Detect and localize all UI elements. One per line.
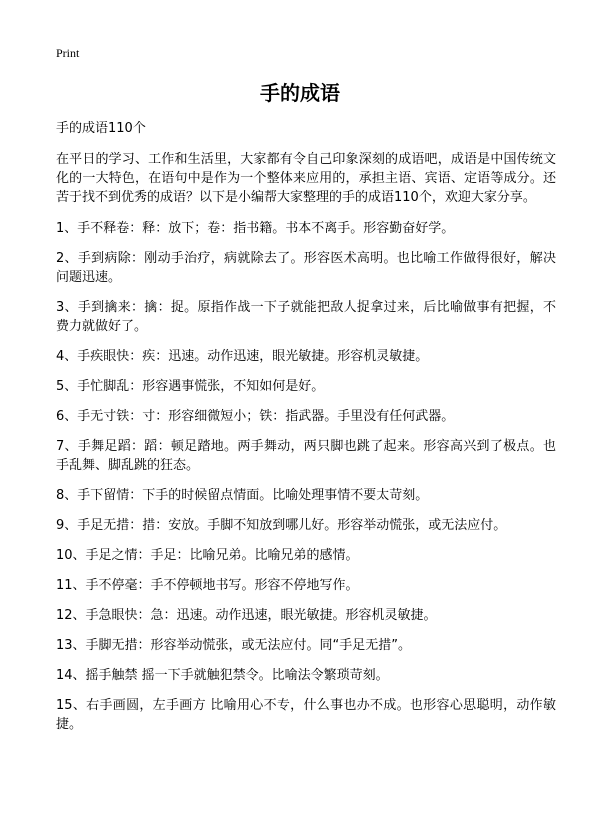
idiom-entry: 11、手不停毫：手不停顿地书写。形容不停地写作。	[56, 578, 359, 593]
idiom-entry: 4、手疾眼快：疾：迅速。动作迅速，眼光敏捷。形容机灵敏捷。	[56, 349, 429, 364]
idiom-entry: 3、手到擒来：擒：捉。原指作战一下子就能把敌人捉拿过来，后比喻做事有把握，不费力就做好了。	[56, 300, 556, 334]
document-body	[56, 150, 556, 745]
document-subtitle: 手的成语110个	[56, 121, 146, 136]
idiom-entry: 15、右手画圆，左手画方 比喻用心不专，什么事也办不成。也形容心思聪明，动作敏捷。	[56, 698, 556, 732]
idiom-entry: 13、手脚无措：形容举动慌张，或无法应付。同“手足无措”。	[56, 638, 412, 653]
idiom-entry: 12、手急眼快：急：迅速。动作迅速，眼光敏捷。形容机灵敏捷。	[56, 608, 437, 623]
idiom-entry: 14、摇手触禁 摇一下手就触犯禁令。比喻法令繁琐苛刻。	[56, 668, 389, 683]
idiom-entry: 1、手不释卷：释：放下；卷：指书籍。书本不离手。形容勤奋好学。	[56, 221, 455, 236]
page-title: 手的成语	[260, 81, 340, 105]
idiom-entry: 9、手足无措：措：安放。手脚不知放到哪儿好。形容举动慌张，或无法应付。	[56, 518, 507, 533]
print-link[interactable]: Print	[56, 46, 80, 60]
intro-paragraph: 在平日的学习、工作和生活里，大家都有令自己印象深刻的成语吧，成语是中国传统文化的一大特色，在语句中是作为一个整体来应用的，承担主语、宾语、定语等成分。还苦于找不到优秀的成语？以下是小编帮大家整理的手的成语110个，欢迎大家分享。	[56, 152, 556, 205]
idiom-entry: 6、手无寸铁：寸：形容细微短小；铁：指武器。手里没有任何武器。	[56, 409, 455, 424]
idiom-entry: 2、手到病除：刚动手治疗，病就除去了。形容医术高明。也比喻工作做得很好，解决问题迅速。	[56, 251, 556, 285]
idiom-entry: 10、手足之情：手足：比喻兄弟。比喻兄弟的感情。	[56, 548, 359, 563]
idiom-entry: 7、手舞足蹈：蹈：顿足踏地。两手舞动，两只脚也跳了起来。形容高兴到了极点。也手乱舞、脚乱跳的狂态。	[56, 439, 556, 473]
idiom-entry: 8、手下留情：下手的时候留点情面。比喻处理事情不要太苛刻。	[56, 488, 429, 503]
idiom-entry: 5、手忙脚乱：形容遇事慌张，不知如何是好。	[56, 379, 325, 394]
